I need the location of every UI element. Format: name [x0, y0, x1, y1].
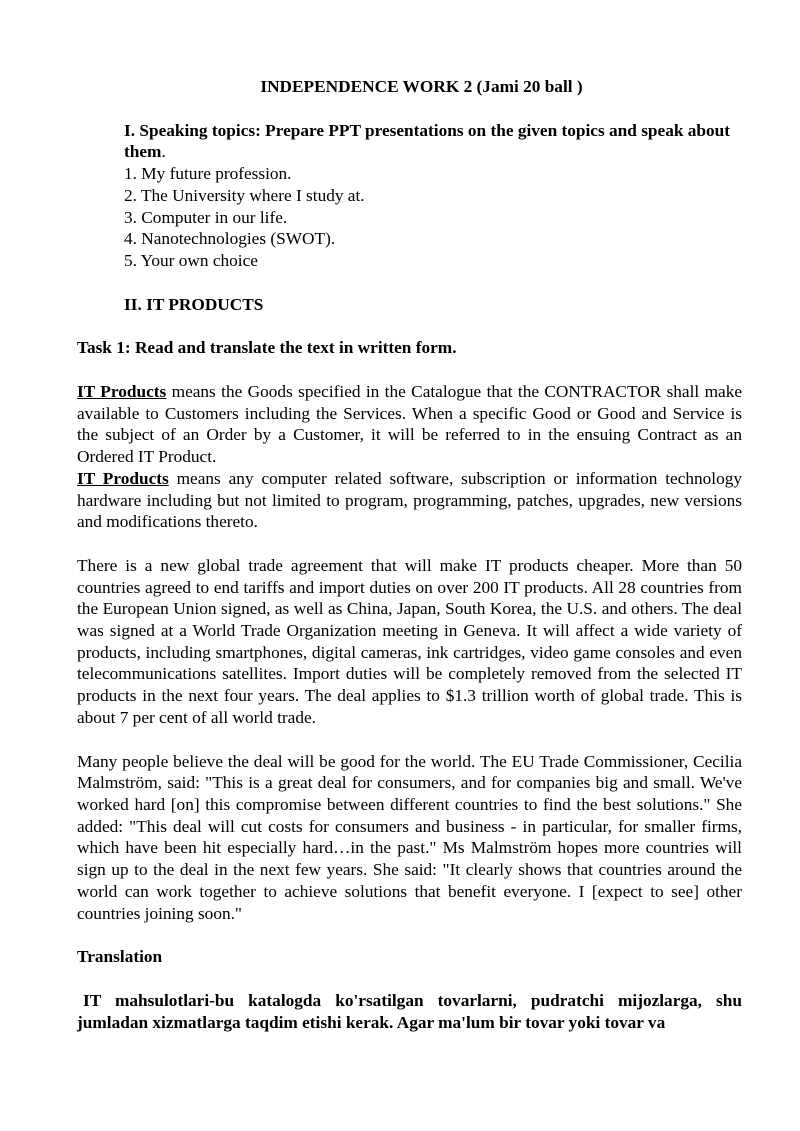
section-speaking-topics — [124, 120, 742, 316]
task1-heading: Task 1: Read and translate the text in written form. — [77, 338, 457, 358]
section1-heading-text: I. Speaking topics: Prepare PPT presentations on the given topics and speak about them — [124, 120, 731, 162]
page-title: INDEPENDENCE WORK 2 (Jami 20 ball ) — [260, 77, 583, 96]
topics-list — [124, 163, 742, 272]
definition-1 — [77, 381, 742, 468]
definition-2 — [77, 468, 742, 533]
section2-heading: II. IT PRODUCTS — [124, 294, 264, 314]
definition-1-term: IT Products — [77, 382, 167, 402]
definition-2-text: means any computer related software, subscription or information technology hardware including but not limited to program, programming, patches, upgrades, new versions and modifications thereto. — [77, 468, 743, 532]
definition-1-text: means the Goods specified in the Catalogue that the CONTRACTOR shall make available to Customers including the Services. When a specific Good or Good and Service is the subject of an Order by a Customer, it will be referred to in the ensuing Contract as an Ordered IT Product. — [77, 382, 743, 467]
translation-text: IT mahsulotlari-bu katalogda ko'rsatilgan tovarlarni, pudratchi mijozlarga, shu jumladan xizmatlarga taqdim etishi kerak. Agar ma'lum bir tovar yoki tovar va — [77, 990, 742, 1032]
list-item: 4. Nanotechnologies (SWOT). — [124, 229, 336, 249]
translation-heading: Translation — [77, 947, 163, 967]
section1-heading — [124, 120, 742, 163]
list-item: 2. The University where I study at. — [124, 185, 365, 205]
list-item: 1. My future profession. — [124, 164, 292, 184]
section1-heading-period: . — [161, 142, 166, 162]
list-item: 3. Computer in our life. — [124, 207, 288, 227]
paragraph-trade-agreement: There is a new global trade agreement that will make IT products cheaper. More than 50 countries agreed to end tariffs and import duties on over 200 IT products. All 28 countries from the European Union signed, as well as China, Japan, South Korea, the U.S. and others. The deal was signed at a World Trade Organization meeting in Geneva. It will affect a wide variety of products, including smartphones, digital cameras, ink cartridges, video game consoles and even telecommunications satellites. Import duties will be completely removed from the selected IT products in the next four years. The deal applies to $1.3 trillion worth of global trade. This is about 7 per cent of all world trade. — [77, 555, 742, 727]
list-item: 5. Your own choice — [124, 250, 258, 270]
definition-2-term: IT Products — [77, 468, 169, 488]
document-page — [77, 76, 742, 1033]
paragraph-commissioner-quote: Many people believe the deal will be good for the world. The EU Trade Commissioner, Cecilia Malmström, said: "This is a great deal for consumers, and for companies big and small. We've worked hard [on] this compromise between different countries to find the best solutions." She added: "This deal will cut costs for consumers and business - in particular, for smaller firms, which have been hit especially hard…in the past." Ms Malmström hopes more countries will sign up to the deal in the next few years. She said: "It clearly shows that countries around the world can work together to achieve solutions that benefit everyone. I [expect to see] other countries joining soon." — [77, 751, 742, 923]
